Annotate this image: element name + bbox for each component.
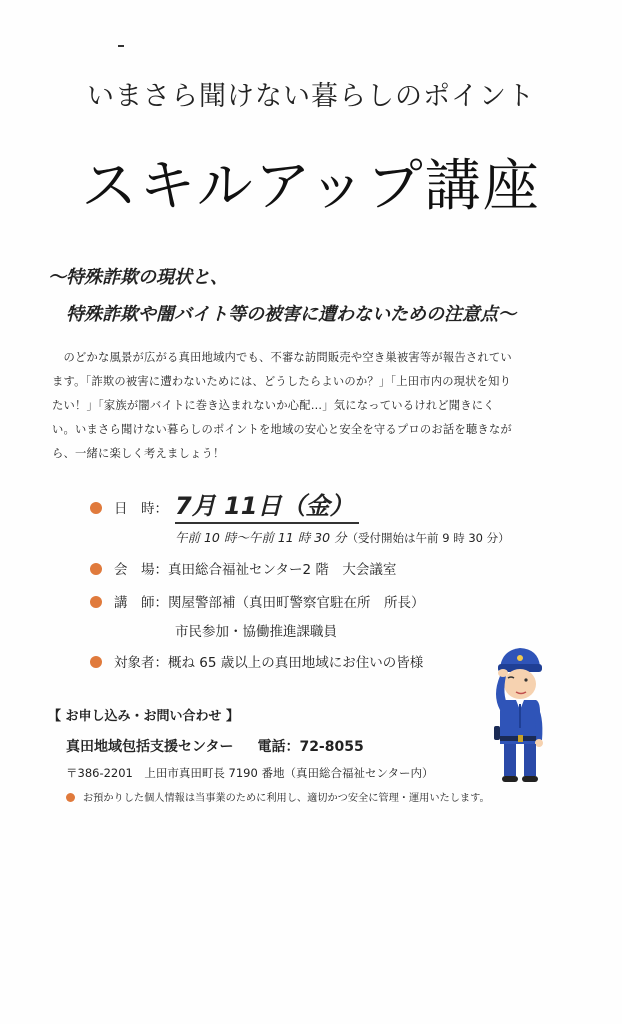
intro-paragraph (52, 346, 567, 466)
page-subtitle: いまさら聞けない暮らしのポイント (87, 81, 535, 112)
target-label: 対象者： (114, 655, 168, 671)
date-label: 日 時： (114, 501, 168, 517)
privacy-note: お預かりした個人情報は当事業のために利用し、適切かつ安全に管理・運用いたします。 (83, 793, 490, 804)
venue-row (90, 558, 396, 578)
police-officer-illustration (478, 640, 558, 790)
intro-line: のどかな風景が広がる真田地域内でも、不審な訪問販売や空き巣被害等が報告されてい (52, 351, 512, 364)
lecturer-value: 関屋警部補（真田町警察官駐在所 所長） (168, 595, 425, 611)
date-row (90, 497, 168, 517)
contact-phone: 電話：72-8055 (257, 739, 364, 755)
lecturer-value-2: 市民参加・協働推進課職員 (175, 624, 337, 640)
bullet-icon (90, 656, 102, 668)
intro-line: たい！」「家族が闇バイトに巻き込まれないか心配…」気になっているけれど聞きにく (52, 399, 495, 412)
venue-label: 会 場： (114, 562, 168, 578)
stray-mark (118, 45, 124, 47)
lecturer-label: 講 師： (114, 595, 168, 611)
contact-org: 真田地域包括支援センター (66, 739, 234, 755)
contact-line (66, 736, 364, 756)
intro-line: い。いまさら聞けない暮らしのポイントを地域の安心と安全を守るプロのお話を聴きなが (52, 423, 512, 436)
lecturer-row (90, 591, 425, 611)
time-value: 午前 10 時〜午前 11 時 30 分 (175, 530, 347, 545)
intro-line: ら、一緒に楽しく考えましょう！ (52, 447, 225, 460)
contact-heading: 【 お申し込み・お問い合わせ 】 (48, 709, 240, 724)
theme-line-2: 特殊詐欺や闇バイト等の被害に遭わないための注意点〜 (66, 304, 516, 325)
intro-line: ます。「詐欺の被害に遭わないためには、どうしたらよいのか？」「上田市内の現状を知り (52, 375, 512, 388)
date-value: 7月 11日（金） (175, 486, 359, 524)
target-row (90, 651, 423, 671)
bullet-icon (66, 793, 75, 802)
bullet-icon (90, 563, 102, 575)
time-note: （受付開始は午前 9 時 30 分） (346, 531, 510, 545)
bullet-icon (90, 502, 102, 514)
time-row (175, 528, 510, 546)
contact-address: 〒386-2201 上田市真田町長 7190 番地（真田総合福祉センター内） (66, 766, 434, 780)
theme-line-1: 〜特殊詐欺の現状と、 (48, 267, 228, 288)
privacy-note-row (66, 789, 490, 804)
target-value: 概ね 65 歳以上の真田地域にお住いの皆様 (168, 655, 424, 671)
bullet-icon (90, 596, 102, 608)
venue-value: 真田総合福祉センター2 階 大会議室 (168, 562, 397, 578)
page-title: スキルアップ講座 (81, 154, 541, 219)
